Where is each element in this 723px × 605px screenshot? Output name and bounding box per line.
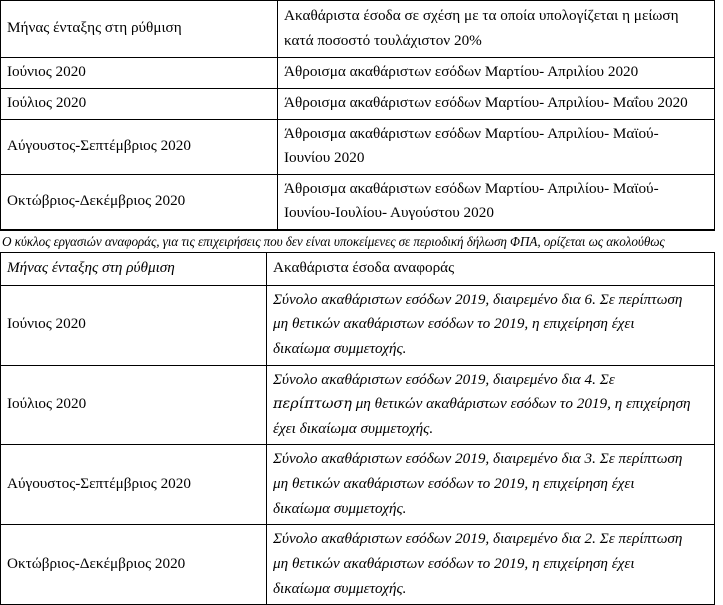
cell-month: Οκτώβριος-Δεκέμβριος 2020 [1, 174, 278, 230]
table-row [1, 58, 715, 89]
cell-month: Ιούλιος 2020 [1, 365, 267, 445]
description-line-2: Ιουνίου 2020 [284, 149, 365, 167]
cell-month: Ιούνιος 2020 [1, 285, 267, 365]
description-line-2-rest: μη θετικών ακαθάριστων εσόδων το 2019, η επιχείρηση [351, 395, 691, 413]
description-line-1: Άθροισμα ακαθάριστων εσόδων Μαρτίου- Απριλίου- Μαϊού- [284, 179, 659, 197]
cell-month: Οκτώβριος-Δεκέμβριος 2020 [1, 525, 267, 605]
table-gross-income-comparison [0, 0, 715, 231]
table-row-header [1, 1, 715, 58]
table-row [1, 174, 715, 230]
cell-description [267, 285, 715, 365]
table-row [1, 525, 715, 605]
description-line-1: Σύνολο ακαθάριστων εσόδων 2019, διαιρεμένο δια 6. Σε περίπτωση [273, 290, 683, 308]
header-cell-month: Μήνας ένταξης στη ρύθμιση [1, 253, 267, 286]
table-row-header [1, 253, 715, 286]
description-line-2 [273, 392, 709, 417]
description-line-1: Σύνολο ακαθάριστων εσόδων 2019, διαιρεμένο δια 2. Σε περίπτωση [273, 530, 683, 548]
description-line-1: Σύνολο ακαθάριστων εσόδων 2019, διαιρεμένο δια 4. Σε [273, 370, 615, 388]
table-row [1, 88, 715, 119]
table-row [1, 365, 715, 445]
cell-description [278, 174, 715, 230]
description-line-2-emphasis: περίπτωση [273, 396, 352, 413]
cell-month: Ιούλιος 2020 [1, 88, 278, 119]
description-line-1: Άθροισμα ακαθάριστων εσόδων Μαρτίου- Απριλίου- Μαϊού- [284, 124, 659, 142]
description-line-1: Σύνολο ακαθάριστων εσόδων 2019, διαιρεμένο δια 3. Σε περίπτωση [273, 450, 683, 468]
cell-description [267, 445, 715, 525]
description-line-2: μη θετικών ακαθάριστων εσόδων το 2019, η επιχείρηση έχει [273, 554, 635, 572]
description-line-2: μη θετικών ακαθάριστων εσόδων το 2019, η επιχείρηση έχει [273, 315, 635, 333]
table-row [1, 445, 715, 525]
table-row [1, 285, 715, 365]
description-line-1: Άθροισμα ακαθάριστων εσόδων Μαρτίου- Απριλίου 2020 [284, 63, 639, 81]
cell-month: Αύγουστος-Σεπτέμβριος 2020 [1, 445, 267, 525]
note-paragraph: Ο κύκλος εργασιών αναφοράς, για τις επιχειρήσεις που δεν είναι υποκείμενες σε περιοδική δήλωση ΦΠΑ, ορίζεται ως ακολούθως [2, 234, 665, 249]
cell-month: Αύγουστος-Σεπτέμβριος 2020 [1, 119, 278, 174]
cell-description [278, 88, 715, 119]
description-line-2: Ιουνίου-Ιουλίου- Αυγούστου 2020 [284, 204, 494, 222]
description-line-3: δικαίωμα συμμετοχής. [273, 339, 407, 357]
cell-description [267, 365, 715, 445]
header-cell-description: Ακαθάριστα έσοδα αναφοράς [267, 253, 715, 286]
header-cell-month: Μήνας ένταξης στη ρύθμιση [1, 1, 278, 58]
cell-description [267, 525, 715, 605]
cell-description [278, 58, 715, 89]
header-description-line-1: Ακαθάριστα έσοδα σε σχέση με τα οποία υπολογίζεται η μείωση [284, 7, 679, 24]
header-cell-description [278, 1, 715, 58]
description-line-3: δικαίωμα συμμετοχής. [273, 579, 407, 597]
table-reference-gross-income [0, 252, 715, 605]
description-line-3: έχει δικαίωμα συμμετοχής. [273, 419, 434, 437]
description-line-1: Άθροισμα ακαθάριστων εσόδων Μαρτίου- Απριλίου- Μαΐου 2020 [284, 93, 688, 111]
table-row [1, 119, 715, 174]
header-description-line-2: κατά ποσοστό τουλάχιστον 20% [284, 31, 482, 49]
description-line-2: μη θετικών ακαθάριστων εσόδων το 2019, η επιχείρηση έχει [273, 475, 635, 493]
description-line-3: δικαίωμα συμμετοχής. [273, 499, 407, 517]
cell-description [278, 119, 715, 174]
cell-month: Ιούνιος 2020 [1, 58, 278, 89]
